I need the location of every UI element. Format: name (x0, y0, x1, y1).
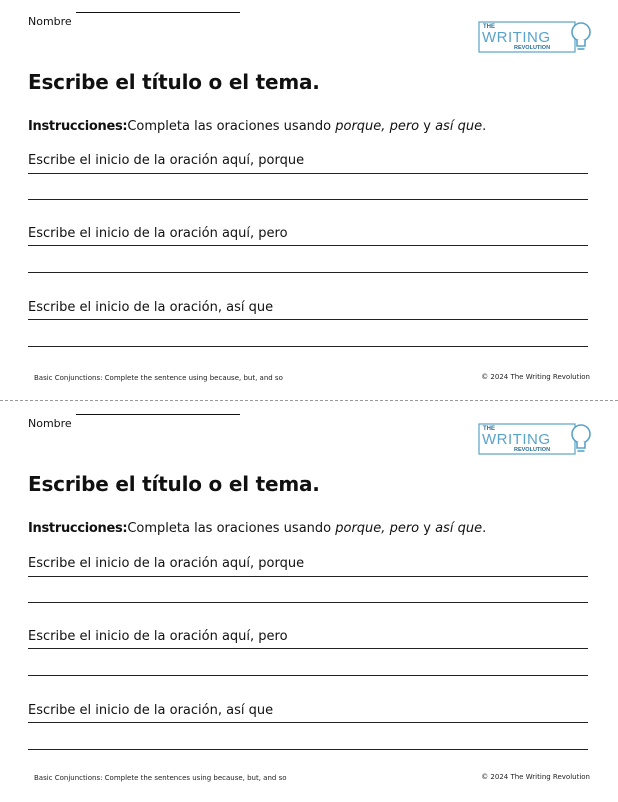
sentence-stem-asi-que: Escribe el inicio de la oración, así que (28, 703, 274, 718)
cut-line-divider (0, 400, 618, 401)
footer-description: Basic Conjunctions: Complete the sentences using because, but, and so (34, 774, 287, 782)
writing-line[interactable] (28, 199, 588, 200)
writing-line[interactable] (28, 173, 588, 174)
svg-text:WRITING: WRITING (482, 431, 551, 448)
worksheet-top (0, 0, 618, 400)
writing-line[interactable] (28, 272, 588, 273)
sentence-stem-pero: Escribe el inicio de la oración aquí, pero (28, 629, 288, 644)
worksheet-bottom (0, 402, 618, 802)
writing-line[interactable] (28, 722, 588, 723)
svg-text:THE: THE (483, 24, 495, 30)
writing-revolution-logo (478, 418, 594, 458)
footer-description: Basic Conjunctions: Complete the sentence using because, but, and so (34, 374, 283, 382)
writing-line[interactable] (28, 602, 588, 603)
conjunction-pero: pero (389, 119, 420, 134)
writing-line[interactable] (28, 648, 588, 649)
instructions: Instrucciones:Completa las oraciones usando porque, pero y así que. (28, 119, 487, 134)
instructions-text: Completa las oraciones usando (127, 119, 336, 134)
writing-line[interactable] (28, 319, 588, 320)
sentence-stem-porque: Escribe el inicio de la oración aquí, porque (28, 153, 305, 168)
name-blank-line[interactable] (76, 414, 240, 415)
footer-copyright: © 2024 The Writing Revolution (481, 773, 590, 781)
footer-copyright: © 2024 The Writing Revolution (481, 373, 590, 381)
svg-text:THE: THE (483, 426, 495, 432)
conjunction-asi-que: así que (435, 521, 483, 536)
writing-line[interactable] (28, 576, 588, 577)
writing-revolution-logo (478, 16, 594, 56)
worksheet-title: Escribe el título o el tema. (28, 70, 320, 94)
worksheet-title: Escribe el título o el tema. (28, 472, 320, 496)
writing-line[interactable] (28, 749, 588, 750)
writing-line[interactable] (28, 675, 588, 676)
svg-text:REVOLUTION: REVOLUTION (514, 45, 551, 51)
sentence-stem-asi-que: Escribe el inicio de la oración, así que (28, 300, 274, 315)
name-blank-line[interactable] (76, 12, 240, 13)
svg-text:WRITING: WRITING (482, 29, 551, 46)
writing-line[interactable] (28, 346, 588, 347)
instructions-text: Completa las oraciones usando (127, 521, 336, 536)
conjunction-asi-que: así que (435, 119, 483, 134)
svg-text:REVOLUTION: REVOLUTION (514, 447, 551, 453)
conjunction-pero: pero (389, 521, 420, 536)
instructions-label: Instrucciones: (28, 119, 128, 134)
sentence-stem-porque: Escribe el inicio de la oración aquí, porque (28, 556, 305, 571)
writing-line[interactable] (28, 245, 588, 246)
name-label: Nombre (28, 15, 72, 28)
instructions: Instrucciones:Completa las oraciones usando porque, pero y así que. (28, 521, 487, 536)
name-label: Nombre (28, 417, 72, 430)
instructions-label: Instrucciones: (28, 521, 128, 536)
conjunction-porque: porque, (335, 119, 386, 134)
conjunction-porque: porque, (335, 521, 386, 536)
sentence-stem-pero: Escribe el inicio de la oración aquí, pero (28, 226, 288, 241)
